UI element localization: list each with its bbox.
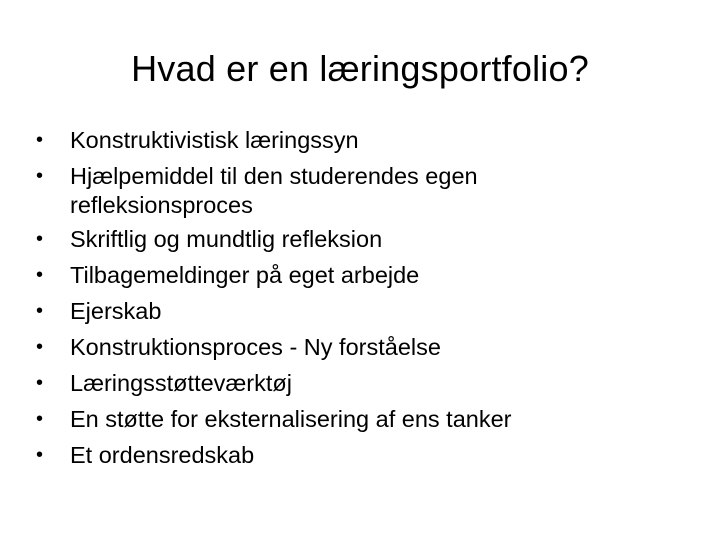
bullet-icon: • (36, 228, 44, 250)
bullet-icon: • (36, 129, 44, 151)
slide-title: Hvad er en læringsportfolio? (131, 48, 589, 89)
bullet-text: Tilbagemeldinger på eget arbejde (70, 262, 420, 288)
bullet-item (36, 441, 676, 470)
bullet-text: En støtte for eksternalisering af ens tanker (70, 406, 512, 432)
bullet-item (36, 369, 676, 398)
bullet-icon: • (36, 165, 44, 187)
bullet-item (36, 405, 676, 434)
bullet-item (36, 333, 676, 362)
bullet-text: Konstruktionsproces - Ny forståelse (70, 334, 441, 360)
bullet-icon: • (36, 264, 44, 286)
bullet-icon: • (36, 372, 44, 394)
bullet-icon: • (36, 444, 44, 466)
bullet-text: Læringsstøtteværktøj (70, 370, 292, 396)
bullet-icon: • (36, 408, 44, 430)
bullet-item (36, 162, 540, 220)
bullet-icon: • (36, 300, 44, 322)
bullet-item (36, 126, 676, 155)
bullet-text: Ejerskab (70, 298, 162, 324)
bullet-item (36, 297, 676, 326)
bullet-item (36, 261, 676, 290)
bullet-text: Hjælpemiddel til den studerendes egen refleksionsproces (70, 163, 478, 218)
bullet-text: Et ordensredskab (70, 442, 255, 468)
bullet-icon: • (36, 336, 44, 358)
bullet-text: Konstruktivistisk læringssyn (70, 127, 359, 153)
bullet-item (36, 225, 676, 254)
bullet-list (36, 126, 676, 477)
bullet-text: Skriftlig og mundtlig refleksion (70, 226, 383, 252)
